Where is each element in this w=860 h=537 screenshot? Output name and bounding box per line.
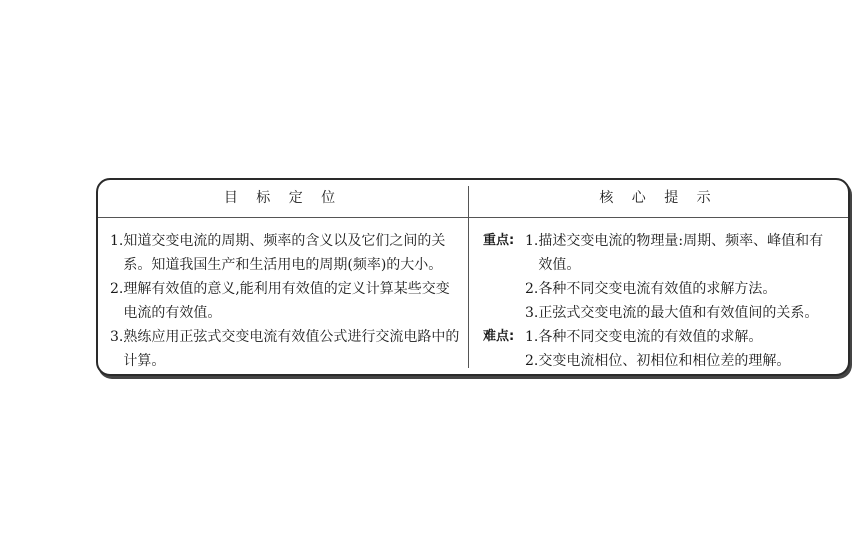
objectives-header: 目 标 定 位 (223, 190, 343, 206)
objective-item (110, 325, 460, 373)
label-spacer (483, 277, 525, 301)
objective-number: 3. (110, 329, 124, 345)
key-point-number: 2. (525, 281, 539, 297)
column-divider (468, 186, 469, 368)
key-tips-header: 核 心 提 示 (599, 190, 718, 206)
difficult-points-label: 难点: (483, 329, 515, 344)
objectives-table (96, 178, 850, 376)
objective-text: 熟练应用正弦式交变电流有效值公式进行交流电路中的计算。 (123, 329, 460, 369)
key-point-text: 各种不同交变电流有效值的求解方法。 (538, 281, 777, 297)
objective-item (110, 277, 460, 325)
key-points-label: 重点: (483, 233, 515, 248)
key-point-text: 正弦式交变电流的最大值和有效值间的关系。 (538, 305, 819, 321)
difficult-point-text: 交变电流相位、初相位和相位差的理解。 (538, 353, 791, 369)
key-point-item (483, 277, 833, 301)
key-tips-list (483, 229, 833, 373)
header-divider (98, 217, 848, 218)
objective-number: 2. (110, 281, 124, 297)
difficult-point-number: 1. (525, 329, 539, 345)
key-point-item (483, 301, 833, 325)
difficult-point-text: 各种不同交变电流的有效值的求解。 (538, 329, 763, 345)
objective-number: 1. (110, 233, 124, 249)
difficult-point-item (483, 349, 833, 373)
key-point-number: 3. (525, 305, 539, 321)
objective-text: 理解有效值的意义,能利用有效值的定义计算某些交变电流的有效值。 (123, 281, 450, 321)
objectives-list (110, 229, 460, 373)
difficult-point-number: 2. (525, 353, 539, 369)
key-point-item (483, 229, 833, 277)
objective-item (110, 229, 460, 277)
key-point-number: 1. (525, 233, 539, 249)
label-spacer (483, 301, 525, 325)
key-point-text: 描述交变电流的物理量:周期、频率、峰值和有效值。 (538, 233, 824, 273)
objective-text: 知道交变电流的周期、频率的含义以及它们之间的关系。知道我国生产和生活用电的周期(频率)的大小。 (123, 233, 446, 273)
label-spacer (483, 349, 525, 373)
difficult-point-item (483, 325, 833, 349)
